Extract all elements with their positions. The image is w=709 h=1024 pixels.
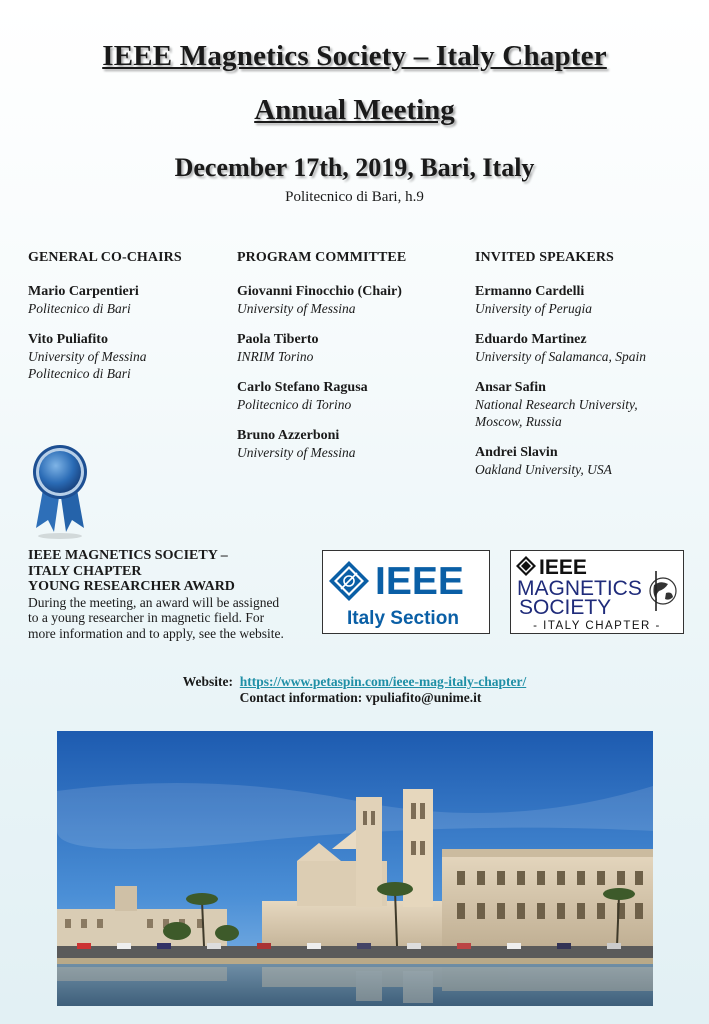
- award-body: to a young researcher in magnetic field. For: [28, 610, 265, 625]
- magnetics-logo-chapter: - ITALY CHAPTER -: [533, 620, 661, 632]
- person-affiliation: Politecnico di Bari: [28, 301, 131, 316]
- magnetics-logo-line3: SOCIETY: [519, 596, 612, 619]
- magnetics-society-logo: [510, 550, 684, 634]
- website-line: [0, 674, 709, 690]
- person-affiliation: Politecnico di Torino: [237, 397, 352, 412]
- person-affiliation: University of Messina: [237, 301, 356, 316]
- page-title: IEEE Magnetics Society – Italy Chapter: [102, 40, 607, 72]
- person-entry: [475, 331, 690, 365]
- person-name: Bruno Azzerboni: [237, 428, 340, 443]
- column-program-committee: [237, 249, 467, 475]
- contact-line: Contact information: vpuliafito@unime.it: [239, 690, 482, 705]
- person-name: Giovanni Finocchio (Chair): [237, 284, 402, 299]
- person-affiliation: University of Messina: [28, 349, 147, 364]
- globe-icon: [650, 571, 676, 611]
- award-heading: ITALY CHAPTER: [28, 563, 142, 579]
- person-entry: [237, 427, 467, 461]
- person-affiliation: University of Messina: [237, 445, 356, 460]
- person-affiliation: Oakland University, USA: [475, 462, 612, 477]
- ieee-logo-sub: Italy Section: [347, 608, 459, 629]
- person-name: Eduardo Martinez: [475, 332, 587, 347]
- person-entry: [237, 283, 467, 317]
- contact-section: [0, 674, 709, 706]
- person-affiliation: INRIM Torino: [237, 349, 314, 364]
- person-affiliation: National Research University,: [475, 397, 638, 412]
- person-affiliation: Moscow, Russia: [475, 414, 562, 429]
- website-link[interactable]: https://www.petaspin.com/ieee-mag-italy-chapter/: [239, 674, 527, 689]
- magnetics-logo-line2: MAGNETICS: [517, 577, 642, 600]
- person-name: Vito Puliafito: [28, 332, 108, 347]
- column-heading: GENERAL CO-CHAIRS: [28, 250, 182, 265]
- person-entry: [475, 444, 690, 478]
- event-date: December 17th, 2019, Bari, Italy: [174, 153, 535, 182]
- magnetics-logo-art: [511, 551, 683, 633]
- column-heading: INVITED SPEAKERS: [475, 250, 614, 265]
- person-name: Mario Carpentieri: [28, 284, 139, 299]
- person-name: Ermanno Cardelli: [475, 284, 585, 299]
- person-entry: [28, 283, 228, 317]
- person-name: Carlo Stefano Ragusa: [237, 380, 368, 395]
- person-entry: [28, 331, 228, 382]
- award-heading: YOUNG RESEARCHER AWARD: [28, 579, 235, 594]
- event-venue: Politecnico di Bari, h.9: [285, 189, 424, 205]
- person-affiliation: University of Perugia: [475, 301, 592, 316]
- ieee-logo-word: IEEE: [375, 560, 464, 603]
- ieee-diamond-icon: [323, 551, 489, 633]
- person-affiliation: University of Salamanca, Spain: [475, 349, 646, 364]
- person-name: Ansar Safin: [475, 380, 546, 395]
- award-body: During the meeting, an award will be assigned: [28, 594, 280, 610]
- person-entry: [237, 331, 467, 365]
- person-entry: [475, 283, 690, 317]
- award-heading: IEEE MAGNETICS SOCIETY –: [28, 548, 228, 563]
- award-section: [28, 548, 318, 641]
- person-affiliation: Politecnico di Bari: [28, 366, 131, 381]
- person-entry: [237, 379, 467, 413]
- person-name: Andrei Slavin: [475, 445, 558, 460]
- person-entry: [475, 379, 690, 430]
- column-general-co-chairs: [28, 249, 228, 396]
- ieee-italy-section-logo: [322, 550, 490, 634]
- column-heading: PROGRAM COMMITTEE: [237, 250, 407, 265]
- website-label: Website:: [182, 674, 234, 689]
- person-name: Paola Tiberto: [237, 332, 319, 347]
- award-body: more information and to apply, see the website.: [28, 625, 284, 641]
- award-ribbon-icon: [30, 444, 90, 540]
- magnetics-logo-ieee: IEEE: [539, 556, 587, 579]
- column-invited-speakers: [475, 249, 690, 492]
- page-subtitle: Annual Meeting: [254, 94, 455, 126]
- harbor-cathedral-photo: [57, 731, 653, 1006]
